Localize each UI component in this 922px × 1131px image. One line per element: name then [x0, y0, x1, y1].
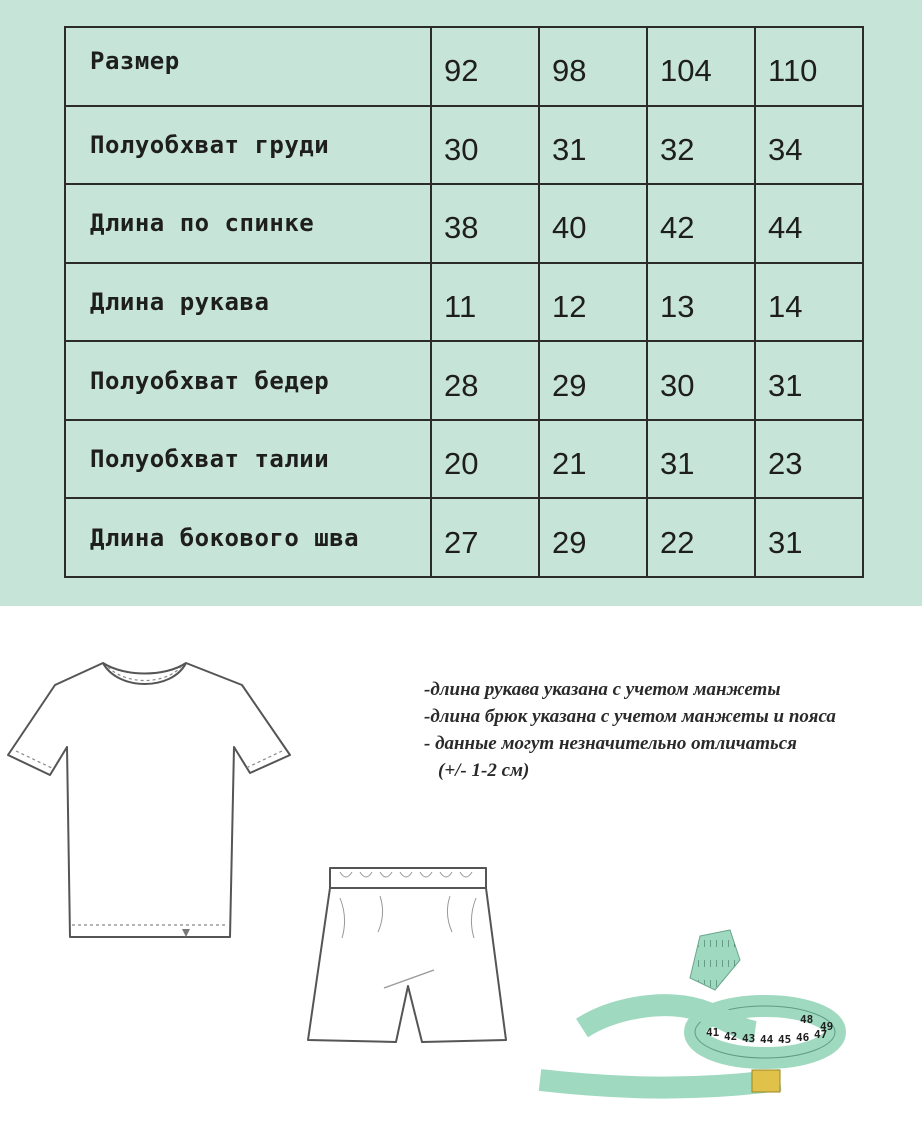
table-row — [65, 184, 863, 263]
value-cell: 20 — [431, 420, 539, 499]
table-row — [65, 263, 863, 342]
value-cell: 38 — [431, 184, 539, 263]
size-cell: 92 — [431, 27, 539, 106]
value-cell: 29 — [539, 341, 647, 420]
note-line: (+/- 1-2 см) — [438, 760, 530, 781]
value-cell: 11 — [431, 263, 539, 342]
row-label: Длина бокового шва — [65, 498, 431, 577]
value-cell: 31 — [755, 341, 863, 420]
value-cell: 30 — [431, 106, 539, 185]
value-cell: 12 — [539, 263, 647, 342]
tape-mark: 48 — [800, 1013, 814, 1026]
value-cell: 22 — [647, 498, 755, 577]
table-header-row — [65, 27, 863, 106]
tape-mark: 42 — [724, 1030, 738, 1043]
value-cell: 21 — [539, 420, 647, 499]
tape-mark: 44 — [760, 1033, 774, 1046]
value-cell: 28 — [431, 341, 539, 420]
value-cell: 13 — [647, 263, 755, 342]
tape-mark: 43 — [742, 1032, 756, 1045]
size-cell: 104 — [647, 27, 755, 106]
value-cell: 31 — [647, 420, 755, 499]
notes-block — [424, 676, 920, 784]
value-cell: 31 — [539, 106, 647, 185]
value-cell: 23 — [755, 420, 863, 499]
note-line: -длина рукава указана с учетом манжеты — [424, 679, 781, 700]
value-cell: 14 — [755, 263, 863, 342]
value-cell: 32 — [647, 106, 755, 185]
note-line: -длина брюк указана с учетом манжеты и пояса — [424, 706, 836, 727]
measuring-tape-illustration — [530, 920, 850, 1120]
value-cell: 27 — [431, 498, 539, 577]
tshirt-illustration — [0, 655, 300, 950]
size-table — [64, 26, 864, 578]
value-cell: 34 — [755, 106, 863, 185]
table-row — [65, 498, 863, 577]
value-cell: 30 — [647, 341, 755, 420]
value-cell: 44 — [755, 184, 863, 263]
table-row — [65, 106, 863, 185]
value-cell: 29 — [539, 498, 647, 577]
tape-mark: 41 — [706, 1026, 720, 1039]
row-label: Полуобхват талии — [65, 420, 431, 499]
size-cell: 110 — [755, 27, 863, 106]
table-row — [65, 420, 863, 499]
value-cell: 40 — [539, 184, 647, 263]
tape-mark: 45 — [778, 1033, 792, 1046]
row-label: Длина рукава — [65, 263, 431, 342]
table-row — [65, 341, 863, 420]
row-label: Длина по спинке — [65, 184, 431, 263]
value-cell: 42 — [647, 184, 755, 263]
size-cell: 98 — [539, 27, 647, 106]
shorts-illustration — [300, 858, 520, 1053]
tape-mark: 49 — [820, 1020, 834, 1033]
tape-mark: 47 — [814, 1028, 828, 1041]
value-cell: 31 — [755, 498, 863, 577]
tape-mark: 46 — [796, 1031, 810, 1044]
row-label: Полуобхват груди — [65, 106, 431, 185]
note-line: - данные могут незначительно отличаться — [424, 733, 797, 754]
header-label: Размер — [65, 27, 431, 106]
row-label: Полуобхват бедер — [65, 341, 431, 420]
